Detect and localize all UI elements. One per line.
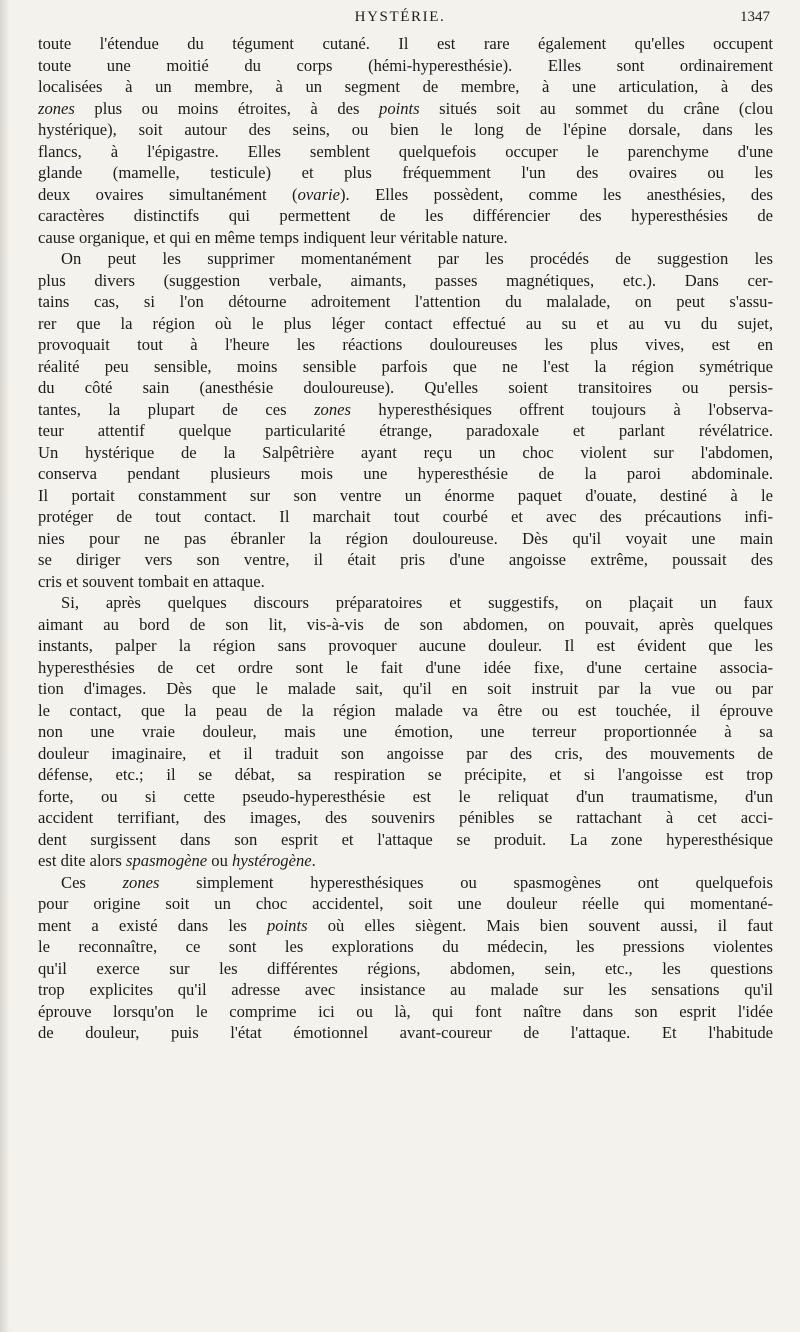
text-line: On peut les supprimer momentanément par les procédés de suggestion les bbox=[61, 249, 773, 268]
text-line: toute l'étendue du tégument cutané. Il est rare également qu'elles occupent bbox=[38, 34, 773, 53]
text-line: non une vraie douleur, mais une émotion, une terreur proportionnée à sa bbox=[38, 722, 773, 741]
text-line: instants, palper la région sans provoquer aucune douleur. Il est évident que les bbox=[38, 636, 773, 655]
page-number: 1347 bbox=[740, 9, 770, 25]
text-line: le contact, que la peau de la région malade va être ou est touchée, il éprouve bbox=[38, 700, 773, 720]
text-line: tion d'images. Dès que le malade sait, qu'il en soit instruit par la vue ou par bbox=[38, 679, 773, 698]
running-head bbox=[0, 6, 800, 30]
text-line: localisées à un membre, à un segment de membre, à une articulation, à des bbox=[38, 77, 773, 96]
text-line: ment a existé dans les points où elles siègent. Mais bien souvent aussi, il faut bbox=[38, 915, 773, 935]
body-text bbox=[38, 33, 773, 1044]
text-line: toute une moitié du corps (hémi-hyperesthésie). Elles sont ordinairement bbox=[38, 55, 773, 75]
text-line: provoquait tout à l'heure les réactions douloureuses les plus vives, est en bbox=[38, 335, 773, 354]
text-line: forte, ou si cette pseudo-hyperesthésie est le reliquat d'un traumatisme, d'un bbox=[38, 786, 773, 806]
text-line: dent surgissent dans son esprit et l'attaque se produit. La zone hyperesthésique bbox=[38, 829, 773, 849]
text-line: éprouve lorsqu'on le comprime ici ou là, qui font naître dans son esprit l'idée bbox=[38, 1001, 773, 1021]
text-line: conserva pendant plusieurs mois une hyperesthésie de la paroi abdominale. bbox=[38, 464, 773, 483]
text-line: plus divers (suggestion verbale, aimants, passes magnétiques, etc.). Dans cer- bbox=[38, 270, 773, 290]
text-line: se diriger vers son ventre, il était pris d'une angoisse extrême, poussait des bbox=[38, 550, 773, 569]
text-line: Ces zones simplement hyperesthésiques ou spasmogènes ont quelquefois bbox=[61, 872, 773, 892]
running-title: HYSTÉRIE. bbox=[354, 9, 446, 25]
text-line: qu'il exerce sur les différentes régions, abdomen, sein, etc., les questions bbox=[38, 958, 773, 978]
text-line: défense, etc.; il se débat, sa respiration se précipite, et si l'angoisse est trop bbox=[38, 765, 773, 784]
text-line: nies pour ne pas ébranler la région douloureuse. Dès qu'il voyait une main bbox=[38, 528, 773, 548]
gutter-shadow bbox=[0, 0, 10, 1332]
text-line: zones plus ou moins étroites, à des points situés soit au sommet du crâne (clou bbox=[38, 98, 774, 118]
text-line: cris et souvent tombait en attaque. bbox=[38, 571, 265, 591]
text-line: deux ovaires simultanément (ovarie). Elles possèdent, comme les anesthésies, des bbox=[38, 184, 774, 204]
text-line: rer que la région où le plus léger contact effectué au su et au vu du sujet, bbox=[38, 313, 773, 333]
text-line: Un hystérique de la Salpêtrière ayant reçu un choc violent sur l'abdomen, bbox=[38, 442, 773, 462]
text-line: glande (mamelle, testicule) et plus fréquemment l'un des ovaires ou les bbox=[38, 163, 773, 182]
text-line: Il portait constamment sur son ventre un énorme paquet d'ouate, destiné à le bbox=[38, 485, 773, 505]
text-line: teur attentif quelque particularité étrange, paradoxale et parlant révélatrice. bbox=[38, 421, 773, 440]
text-line: aimant au bord de son lit, vis-à-vis de son abdomen, on pouvait, après quelques bbox=[38, 614, 773, 634]
text-line: douleur imaginaire, et il traduit son angoisse par des cris, des mouvements de bbox=[38, 743, 773, 763]
text-line: caractères distinctifs qui permettent de les différencier des hyperesthésies de bbox=[38, 206, 773, 225]
text-line: de douleur, puis l'état émotionnel avant-coureur de l'attaque. Et l'habitude bbox=[38, 1023, 773, 1042]
text-line: hyperesthésies de cet ordre sont le fait d'une idée fixe, d'une certaine associa- bbox=[38, 657, 773, 677]
text-line: tains cas, si l'on détourne adroitement l'attention du malalade, on peut s'assu- bbox=[38, 292, 773, 311]
text-line: trop explicites qu'il adresse avec insistance au malade sur les sensations qu'il bbox=[38, 980, 773, 999]
text-line: tantes, la plupart de ces zones hyperesthésiques offrent toujours à l'observa- bbox=[38, 399, 773, 419]
text-line: le reconnaître, ce sont les explorations du médecin, les pressions violentes bbox=[38, 937, 773, 956]
text-line: protéger de tout contact. Il marchait tout courbé et avec des précautions infi- bbox=[38, 507, 773, 526]
text-line: est dite alors spasmogène ou hystérogène. bbox=[38, 851, 316, 870]
text-line: hystérique), soit autour des seins, ou bien le long de l'épine dorsale, dans les bbox=[38, 120, 773, 139]
text-line: cause organique, et qui en même temps indiquent leur véritable nature. bbox=[38, 227, 508, 247]
text-line: flancs, à l'épigastre. Elles semblent quelquefois occuper le parenchyme d'une bbox=[38, 141, 773, 161]
text-line: réalité peu sensible, moins sensible parfois que ne l'est la région symétrique bbox=[38, 356, 773, 376]
text-line: du côté sain (anesthésie douloureuse). Qu'elles soient transitoires ou persis- bbox=[38, 378, 773, 397]
text-line: pour origine soit un choc accidentel, soit une douleur réelle qui momentané- bbox=[38, 894, 773, 913]
text-line: Si, après quelques discours préparatoires et suggestifs, on plaçait un faux bbox=[61, 593, 773, 612]
text-line: accident terrifiant, des images, des souvenirs pénibles se rattachant à cet acci- bbox=[38, 808, 773, 827]
